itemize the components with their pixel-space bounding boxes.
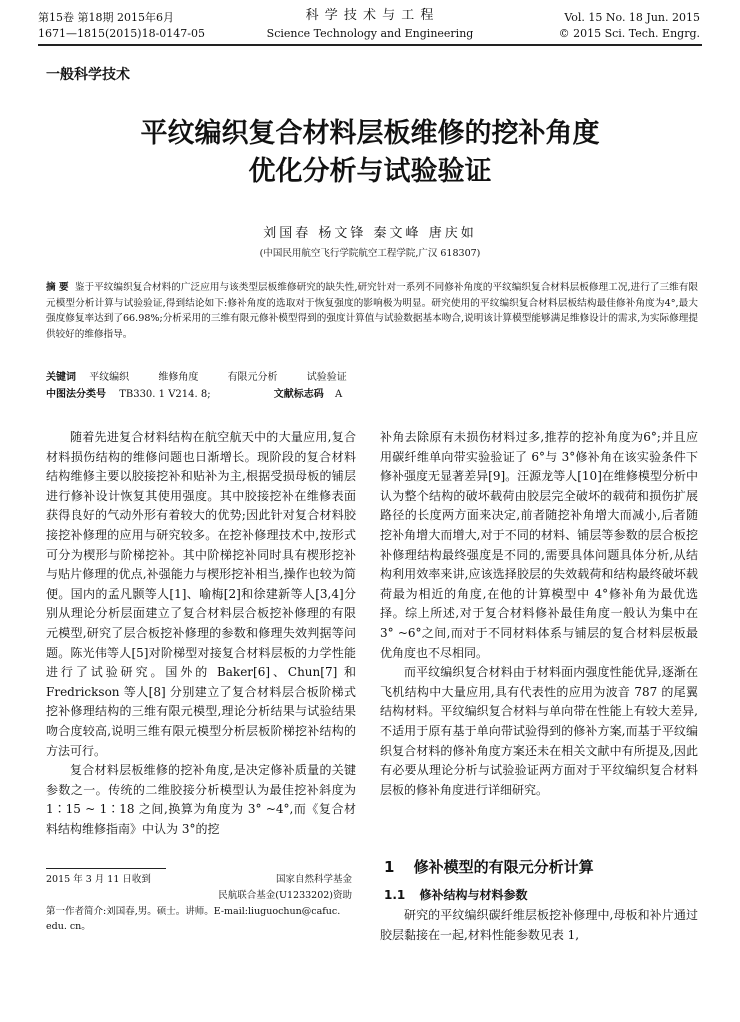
abstract — [46, 280, 698, 342]
right-column — [380, 428, 698, 800]
keywords-label: 关键词 — [46, 372, 76, 383]
footnote-fund-2: 民航联合基金(U1233202)资助 — [218, 890, 352, 901]
classification-value: TB330. 1 V214. 8; — [119, 389, 211, 400]
affiliation: (中国民用航空飞行学院航空工程学院,广汉 618307) — [259, 248, 481, 259]
left-paragraph-2: 复合材料层板维修的挖补角度,是决定修补质量的关键参数之一。传统的二维胶接分析模型认为最佳挖补斜度为 1∶15 ~ 1∶18 之间,换算为角度为 3° ~4°,而《复合材料结构维修指南》中认为 3°的挖 — [46, 763, 356, 836]
right-paragraph-3: 研究的平纹编织碳纤维层板挖补修理中,母板和补片通过胶层黏接在一起,材料性能参数见表 1, — [380, 908, 698, 942]
classification — [46, 387, 698, 403]
keyword: 平纹编织 — [89, 372, 130, 383]
abstract-label: 摘 要 — [46, 282, 69, 293]
heading-2-text: 修补结构与材料参数 — [419, 888, 528, 902]
footnote-received: 2015 年 3 月 11 日收到 — [46, 874, 151, 885]
journal-volume-en: Vol. 15 No. 18 Jun. 2015 — [564, 11, 700, 24]
doc-code-label: 文献标志码 — [273, 389, 324, 400]
paper-title-line2: 优化分析与试验验证 — [248, 156, 492, 187]
classification-label: 中图法分类号 — [46, 389, 106, 400]
footnote-author: 第一作者简介:刘国春,男。硕士。讲师。E-mail:liuguochun@cafuc. edu. cn。 — [46, 906, 341, 932]
section-label: 一般科学技术 — [46, 67, 130, 83]
doc-code-value: A — [334, 389, 343, 400]
right-paragraph-2: 而平纹编织复合材料由于材料面内强度性能优异,逐渐在飞机结构中大量应用,具有代表性的应用为波音 787 的尾翼结构材料。平纹编织复合材料与单向带在性能上有较大差异,不适用于原有基于单向带试验得到的修补方案,而基于平纹编织复合材料的修补角度方案还未在相关文献中有所提及,因此有必要从理论分析与试验验证两方面对于平纹编织复合材料层板的修补角度进行详细研究。 — [380, 665, 698, 797]
heading-1-text: 修补模型的有限元分析计算 — [413, 858, 594, 876]
journal-issue: 第15卷 第18期 2015年6月 — [38, 11, 174, 24]
journal-title-en: Science Technology and Engineering — [266, 27, 474, 40]
right-column-continued — [380, 906, 698, 945]
paper-title-line1: 平纹编织复合材料层板维修的挖补角度 — [140, 118, 600, 149]
footnote-rule — [46, 868, 166, 869]
journal-issn: 1671—1815(2015)18-0147-05 — [38, 27, 205, 40]
journal-title-cn: 科 学 技 术 与 工 程 — [305, 8, 435, 23]
heading-1-number: 1 — [384, 858, 395, 876]
keyword: 维修角度 — [158, 372, 199, 383]
footnote-fund-1: 国家自然科学基金 — [275, 874, 352, 885]
left-column — [46, 428, 356, 839]
journal-copyright: © 2015 Sci. Tech. Engrg. — [558, 27, 700, 40]
heading-1 — [384, 856, 594, 877]
keywords — [46, 370, 698, 386]
keyword: 有限元分析 — [227, 372, 278, 383]
heading-2 — [384, 886, 527, 903]
left-paragraph-1: 随着先进复合材料结构在航空航天中的大量应用,复合材料损伤结构的维修问题也日渐增长。现阶段的复合材料结构维修主要以胶接挖补和贴补为主,根据受损母板的铺层进行修补设计恢复其使用强度。其中胶接挖补在维修表面获得良好的气动外形有着较大的优势;因此针对复合材料胶接挖补修理的应用与研究较多。在挖补修理技术中,按形式可分为楔形与阶梯挖补。其中阶梯挖补同时具有楔形挖补与贴片修理的优点,补强能力与楔形挖补相当,操作也较为简便。国内的孟凡颢等人[1]、喻梅[2]和徐建新等人[3,4]分别从理论分析层面建立了复合材料层合板挖补修理的有限元模型,研究了层合板挖补修理的参数和修理失效判据等问题。陈光伟等人[5]对阶梯型对接复合材料层板的力学性能进行了试验研究。国外的 Baker[6]、Chun[7] 和 Fredrickson 等人[8] 分别建立了复合材料层合板阶梯式挖补修理结构的三维有限元模型,理论分析结果与试验结果吻合度较高,说明三维有限元模型分析层板阶梯挖补结构的方法可行。 — [46, 430, 356, 758]
abstract-text: 鉴于平纹编织复合材料的广泛应用与该类型层板维修研究的缺失性,研究针对一系列不同修补角度的平纹编织复合材料层板修理工况,进行了三维有限元模型分析计算与试验验证,得到结论如下:修补角度的选取对于恢复强度的影响极为明显。研究使用的平纹编织复合材料层板结构最佳修补角度为4°,最大强度修复率达到了66.98%;分析采用的三维有限元修补模型得到的强度计算值与试验数据基本吻合,说明该计算模型能够满足维修设计的需求,为实际修理提供较好的维修指导。 — [46, 282, 698, 340]
keyword: 试验验证 — [306, 372, 347, 383]
header-rule — [38, 44, 702, 46]
right-paragraph-1: 补角去除原有未损伤材料过多,推荐的挖补角度为6°;并且应用碳纤维单向带实验验证了 6°与 3°修补角在该实验条件下修补强度无显著差异[9]。汪源龙等人[10]在维修模型分析中认为整个结构的破坏载荷由胶层完全破坏的载荷和损伤扩展路径的长度两方面来决定,前者随挖补角增大而减小,后者随挖补角增大而增大,对于不同的材料、铺层等参数的层合板挖补修理结构最终强度是不同的,需要具体问题具体分析,从结构利用效率来讲,应该选择胶层的失效载荷和结构最终破坏载荷最为相近的角度,在他的计算模型中 4°修补角为最优选择。综上所述,对于复合材料修补最佳角度一般认为集中在 3° ~6°之间,而对于不同材料体系与铺层的复合材料层板最优角度也不尽相同。 — [380, 430, 698, 660]
authors: 刘国春 杨文锋 秦文峰 唐庆如 — [263, 226, 477, 241]
heading-2-number: 1.1 — [384, 888, 406, 902]
